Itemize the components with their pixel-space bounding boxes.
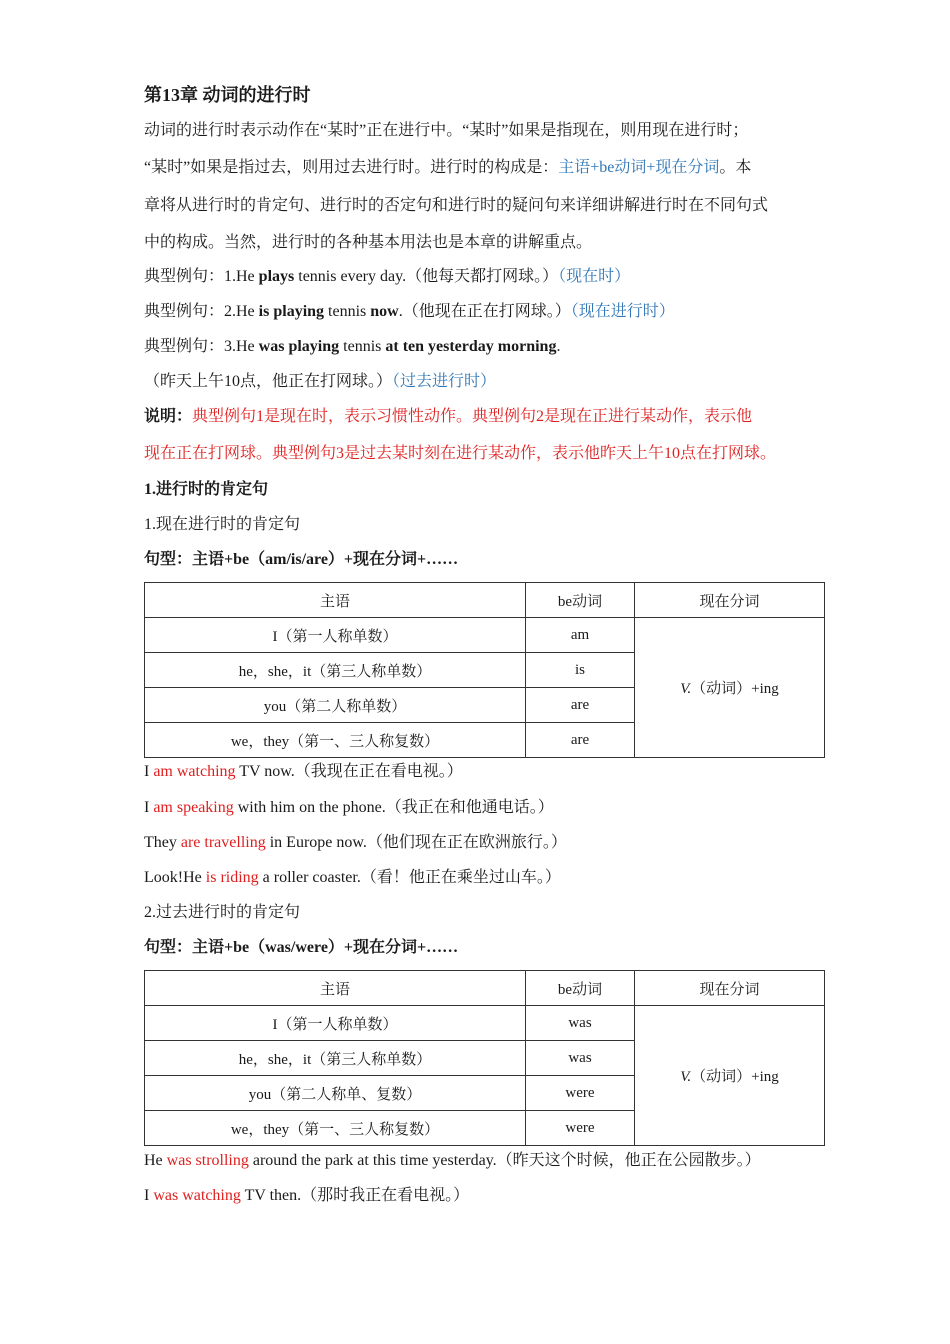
sentence-part: with him on the phone.（我正在和他通电话。）	[233, 799, 554, 816]
subject-cell: I（第一人称单数）	[145, 1006, 526, 1041]
intro-line-4: 中的构成。当然，进行时的各种基本用法也是本章的讲解重点。	[144, 234, 593, 251]
subject-cell: he，she，it（第三人称单数）	[145, 653, 526, 688]
verb-highlight: are travelling	[180, 834, 266, 851]
example-adverb: now	[370, 303, 399, 320]
header-be-verb: be动词	[526, 971, 635, 1006]
translation-text: （昨天上午10点，他正在打网球。）	[144, 373, 393, 390]
example-3	[144, 336, 560, 358]
verb-abbr: V.	[680, 681, 692, 697]
verb-abbr: V.	[680, 1069, 692, 1085]
sentence-pattern: 句型：主语+be（am/is/are）+现在分词+……	[144, 551, 459, 568]
note-line-1	[144, 406, 752, 428]
sentence-part: around the park at this time yesterday.（昨天这个时候，他正在公园散步。）	[248, 1152, 761, 1169]
present-progressive-table	[144, 582, 825, 758]
sentence-part: TV then.（那时我正在看电视。）	[240, 1187, 470, 1204]
intro-line-2	[144, 157, 751, 179]
tense-tag: （过去进行时）	[392, 373, 497, 390]
sentence-part: Look!He	[144, 869, 206, 886]
sentence-part: I	[144, 763, 154, 780]
verb-highlight: was strolling	[166, 1152, 249, 1169]
subsection-heading: 1.现在进行时的肯定句	[144, 516, 301, 533]
intro-text: 。本	[719, 159, 752, 176]
note-text: 典型例句1是现在时，表示习惯性动作。典型例句2是现在正进行某动作，表示他	[192, 408, 753, 425]
example-3-translation	[144, 371, 496, 393]
intro-line-1: 动词的进行时表示动作在“某时”正在进行中。“某时”如果是指现在，则用现在进行时；	[144, 122, 749, 139]
sentence-part: TV now.（我现在正在看电视。）	[235, 763, 463, 780]
note-label: 说明：	[144, 408, 193, 425]
be-verb-cell: were	[526, 1111, 635, 1146]
sentence-part: They	[144, 834, 181, 851]
participle-rule: （动词）+ing	[691, 1069, 779, 1085]
table-row	[145, 618, 825, 653]
header-subject: 主语	[145, 971, 526, 1006]
table-header-row	[145, 971, 825, 1006]
subject-cell: he，she，it（第三人称单数）	[145, 1041, 526, 1076]
be-verb-cell: is	[526, 653, 635, 688]
example-2	[144, 301, 675, 323]
subject-cell: you（第二人称单数）	[145, 688, 526, 723]
example-verb: plays	[258, 268, 295, 285]
example-mid: tennis	[339, 338, 386, 355]
verb-highlight: is riding	[205, 869, 259, 886]
sentence-part: in Europe now.（他们现在正在欧洲旅行。）	[265, 834, 567, 851]
sentence-part: I	[144, 799, 154, 816]
header-subject: 主语	[145, 583, 526, 618]
note-line-2: 现在正在打网球。典型例句3是过去某时刻在进行某动作，表示他昨天上午10点在打网球。	[144, 445, 777, 462]
example-prefix: 典型例句：3.He	[144, 338, 259, 355]
sentence-part: I	[144, 1187, 154, 1204]
participle-cell	[635, 618, 825, 758]
be-verb-cell: was	[526, 1041, 635, 1076]
header-participle: 现在分词	[635, 971, 825, 1006]
be-verb-cell: am	[526, 618, 635, 653]
example-rest: .	[556, 338, 561, 355]
example-sentence	[144, 832, 567, 854]
example-rest: tennis every day.（他每天都打网球。）	[294, 268, 559, 285]
verb-highlight: am speaking	[153, 799, 234, 816]
example-sentence	[144, 867, 561, 889]
sentence-part: He	[144, 1152, 167, 1169]
example-mid: tennis	[324, 303, 371, 320]
be-verb-cell: were	[526, 1076, 635, 1111]
table-header-row	[145, 583, 825, 618]
example-adverb: at ten yesterday morning	[385, 338, 557, 355]
subsection-heading: 2.过去进行时的肯定句	[144, 904, 301, 921]
be-verb-cell: are	[526, 688, 635, 723]
header-participle: 现在分词	[635, 583, 825, 618]
past-progressive-table	[144, 970, 825, 1146]
example-verb: is playing	[258, 303, 325, 320]
verb-highlight: am watching	[153, 763, 236, 780]
example-sentence	[144, 1150, 761, 1172]
sentence-part: a roller coaster.（看！他正在乘坐过山车。）	[258, 869, 561, 886]
intro-line-3: 章将从进行时的肯定句、进行时的否定句和进行时的疑问句来详细讲解进行时在不同句式	[144, 197, 769, 214]
example-rest: .（他现在正在打网球。）	[398, 303, 571, 320]
table-row	[145, 1006, 825, 1041]
example-sentence	[144, 1185, 469, 1207]
intro-text: “某时”如果是指过去，则用过去进行时。进行时的构成是：	[144, 159, 559, 176]
subject-cell: we，they（第一、三人称复数）	[145, 1111, 526, 1146]
header-be-verb: be动词	[526, 583, 635, 618]
example-prefix: 典型例句：1.He	[144, 268, 259, 285]
example-sentence	[144, 761, 463, 783]
sentence-pattern: 句型：主语+be（was/were）+现在分词+……	[144, 939, 459, 956]
tense-tag: （现在时）	[558, 268, 631, 285]
example-sentence	[144, 797, 554, 819]
participle-cell	[635, 1006, 825, 1146]
chapter-title: 第13章 动词的进行时	[144, 85, 311, 105]
formula-highlight: 主语+be动词+现在分词	[558, 159, 720, 176]
subject-cell: we，they（第一、三人称复数）	[145, 723, 526, 758]
verb-highlight: was watching	[153, 1187, 241, 1204]
be-verb-cell: are	[526, 723, 635, 758]
example-verb: was playing	[258, 338, 340, 355]
section-heading: 1.进行时的肯定句	[144, 481, 269, 498]
example-1	[144, 266, 630, 288]
subject-cell: you（第二人称单、复数）	[145, 1076, 526, 1111]
example-prefix: 典型例句：2.He	[144, 303, 259, 320]
subject-cell: I（第一人称单数）	[145, 618, 526, 653]
tense-tag: （现在进行时）	[570, 303, 675, 320]
be-verb-cell: was	[526, 1006, 635, 1041]
participle-rule: （动词）+ing	[691, 681, 779, 697]
